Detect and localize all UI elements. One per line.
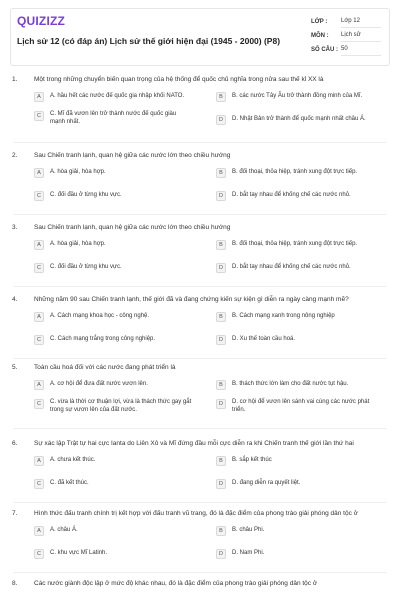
option-letter: B <box>216 526 226 536</box>
option-c[interactable] <box>34 397 210 419</box>
option-letter: A <box>34 312 44 322</box>
option-text: B. các nước Tây Âu trở thành đồng minh của Mĩ. <box>232 93 363 100</box>
option-letter: D <box>216 191 226 201</box>
option-letter: B <box>216 312 226 322</box>
question-number: 2. <box>12 152 18 159</box>
option-text: B. Cách mạng xanh trong nông nghiệp <box>232 313 335 320</box>
option-text: D. đang diễn ra quyết liệt. <box>232 480 301 487</box>
option-letter: D <box>216 549 226 559</box>
option-letter: A <box>34 526 44 536</box>
option-letter: C <box>34 479 44 489</box>
option-letter: A <box>34 456 44 466</box>
option-letter: C <box>34 335 44 345</box>
option-letter: C <box>34 399 44 409</box>
option-text: B. thách thức lớn làm cho đất nước tụt hậu. <box>232 381 349 388</box>
divider <box>14 286 386 287</box>
quizizz-logo: QUIZIZZ <box>17 14 66 28</box>
question-text: Sau Chiến tranh lạnh, quan hệ giữa các nước lớn theo chiều hướng <box>34 224 231 231</box>
divider <box>14 502 386 503</box>
meta-value: 50 <box>341 44 381 56</box>
option-b[interactable] <box>216 166 388 180</box>
option-c[interactable] <box>34 547 210 561</box>
option-b[interactable] <box>216 90 388 104</box>
option-d[interactable] <box>216 261 388 275</box>
meta-label: MÔN : <box>311 33 329 39</box>
option-text: B. đối thoại, thỏa hiệp, tránh xung đột trực tiếp. <box>232 241 358 248</box>
option-a[interactable] <box>34 238 210 252</box>
question-number: 7. <box>12 510 18 517</box>
option-a[interactable] <box>34 166 210 180</box>
option-c[interactable] <box>34 261 210 275</box>
option-text: C. đối đầu ở từng khu vực. <box>50 192 122 199</box>
worksheet-meta <box>311 15 381 57</box>
option-letter: A <box>34 380 44 390</box>
option-text: D. cơ hội để vươn lên sánh vai cùng các nước phát triển. <box>232 399 370 413</box>
option-text: D. Xu thế toàn cầu hoá. <box>232 336 296 343</box>
option-letter: D <box>216 263 226 273</box>
meta-value: Lịch sử <box>341 30 381 42</box>
meta-value: Lớp 12 <box>341 16 381 28</box>
option-text: D. bắt tay nhau để khống chế các nước nhỏ. <box>232 264 351 271</box>
option-c[interactable] <box>34 333 210 347</box>
question-text: Các nước giành độc lập ở mức độ khác nhau, đó là đặc điểm của phong trào giải phóng dân tộc ở <box>34 580 318 587</box>
question-number: 3. <box>12 224 18 231</box>
option-d[interactable] <box>216 477 388 491</box>
option-b[interactable] <box>216 378 388 392</box>
option-a[interactable] <box>34 310 210 324</box>
question-text: Sau Chiến tranh lạnh, quan hệ giữa các nước lớn theo chiều hướng <box>34 152 231 159</box>
divider <box>14 572 386 573</box>
option-letter: A <box>34 92 44 102</box>
option-text: A. hầu hết các nước đế quốc gia nhập khối NATO. <box>50 93 185 100</box>
divider <box>14 358 386 359</box>
question-text: Một trong những chuyển biến quan trọng của hệ thống để quốc chủ nghĩa trong nửa sau thế kỉ XX là <box>34 76 324 83</box>
option-d[interactable] <box>216 189 388 203</box>
option-text: D. Nhật Bản trở thành để quốc mạnh nhất châu Á. <box>232 116 366 123</box>
option-letter: B <box>216 168 226 178</box>
option-letter: B <box>216 92 226 102</box>
option-text: B. đối thoại, thỏa hiệp, tránh xung đột trực tiếp. <box>232 169 358 176</box>
option-text: D. bắt tay nhau để khống chế các nước nhỏ. <box>232 192 351 199</box>
divider <box>14 142 386 143</box>
option-letter: B <box>216 456 226 466</box>
option-text: A. cơ hội để đưa đất nước vươn lên. <box>50 381 148 388</box>
meta-row-count <box>311 43 381 57</box>
meta-row-subject <box>311 29 381 43</box>
option-text: B. châu Phi. <box>232 527 265 534</box>
question-text: Những năm 90 sau Chiến tranh lạnh, thế giới đã và đang chứng kiến sự kiện gì diễn ra ngày càng mạnh mẽ? <box>34 296 349 303</box>
option-letter: D <box>216 479 226 489</box>
worksheet-title: Lịch sử 12 (có đáp án) Lịch sử thế giới hiện đại (1945 - 2000) (P8) <box>17 36 281 46</box>
option-letter: B <box>216 380 226 390</box>
option-letter: D <box>216 399 226 409</box>
option-text: C. đã kết thúc. <box>50 480 89 487</box>
option-letter: B <box>216 240 226 250</box>
option-letter: C <box>34 111 44 121</box>
option-text: C. Mĩ đã vươn lên trở thành nước đế quốc giàu mạnh nhất. <box>50 111 177 125</box>
option-a[interactable] <box>34 90 210 104</box>
option-d[interactable] <box>216 397 388 419</box>
meta-label: LỚP : <box>311 19 328 25</box>
option-letter: A <box>34 168 44 178</box>
question-text: Hình thức đấu tranh chính trị kết hợp với đấu tranh vũ trang, đó là đặc điểm của phong trào giải phóng dân tộc ở <box>34 510 358 517</box>
question-number: 8. <box>12 580 18 587</box>
question-number: 5. <box>12 364 18 371</box>
worksheet-header <box>10 8 390 66</box>
option-letter: A <box>34 240 44 250</box>
question-number: 6. <box>12 440 18 447</box>
option-a[interactable] <box>34 454 210 468</box>
option-b[interactable] <box>216 310 388 324</box>
option-letter: C <box>34 549 44 559</box>
option-b[interactable] <box>216 454 388 468</box>
option-text: C. đối đầu ở từng khu vực. <box>50 264 122 271</box>
option-c[interactable] <box>34 109 210 131</box>
option-text: C. vừa là thời cơ thuận lợi, vừa là thách thức gay gắt trong sự vươn lên của đất nước. <box>50 399 192 413</box>
option-d[interactable] <box>216 113 388 127</box>
question-text: Sự xác lập Trật tự hai cực Ianta do Liên Xô và Mĩ đứng đầu mỗi cực diễn ra khi Chiến tranh thế giới lần thứ hai <box>34 440 354 447</box>
meta-label: SỐ CÂU : <box>311 47 338 53</box>
option-text: D. Nam Phi. <box>232 550 265 557</box>
option-text: A. Cách mạng khoa học - công nghệ. <box>50 313 150 320</box>
option-letter: D <box>216 335 226 345</box>
option-d[interactable] <box>216 547 388 561</box>
question-text: Toàn cầu hoá đối với các nước đang phát triển là <box>34 364 176 371</box>
option-a[interactable] <box>34 524 210 538</box>
option-letter: C <box>34 263 44 273</box>
option-b[interactable] <box>216 238 388 252</box>
option-a[interactable] <box>34 378 210 392</box>
option-c[interactable] <box>34 477 210 491</box>
divider <box>14 428 386 429</box>
option-letter: C <box>34 191 44 201</box>
question-number: 1. <box>12 76 18 83</box>
option-letter: D <box>216 115 226 125</box>
option-text: B. sắp kết thúc <box>232 457 272 464</box>
divider <box>14 214 386 215</box>
option-text: C. Cách mạng trắng trong công nghiệp. <box>50 336 156 343</box>
meta-row-class <box>311 15 381 29</box>
option-text: A. hòa giải, hòa hợp. <box>50 241 106 248</box>
option-c[interactable] <box>34 189 210 203</box>
option-d[interactable] <box>216 333 388 347</box>
question-number: 4. <box>12 296 18 303</box>
option-text: A. châu Á. <box>50 527 78 534</box>
option-text: A. chưa kết thúc. <box>50 457 96 464</box>
option-b[interactable] <box>216 524 388 538</box>
option-text: C. khu vực Mĩ Latinh. <box>50 550 108 557</box>
option-text: A. hòa giải, hòa hợp. <box>50 169 106 176</box>
